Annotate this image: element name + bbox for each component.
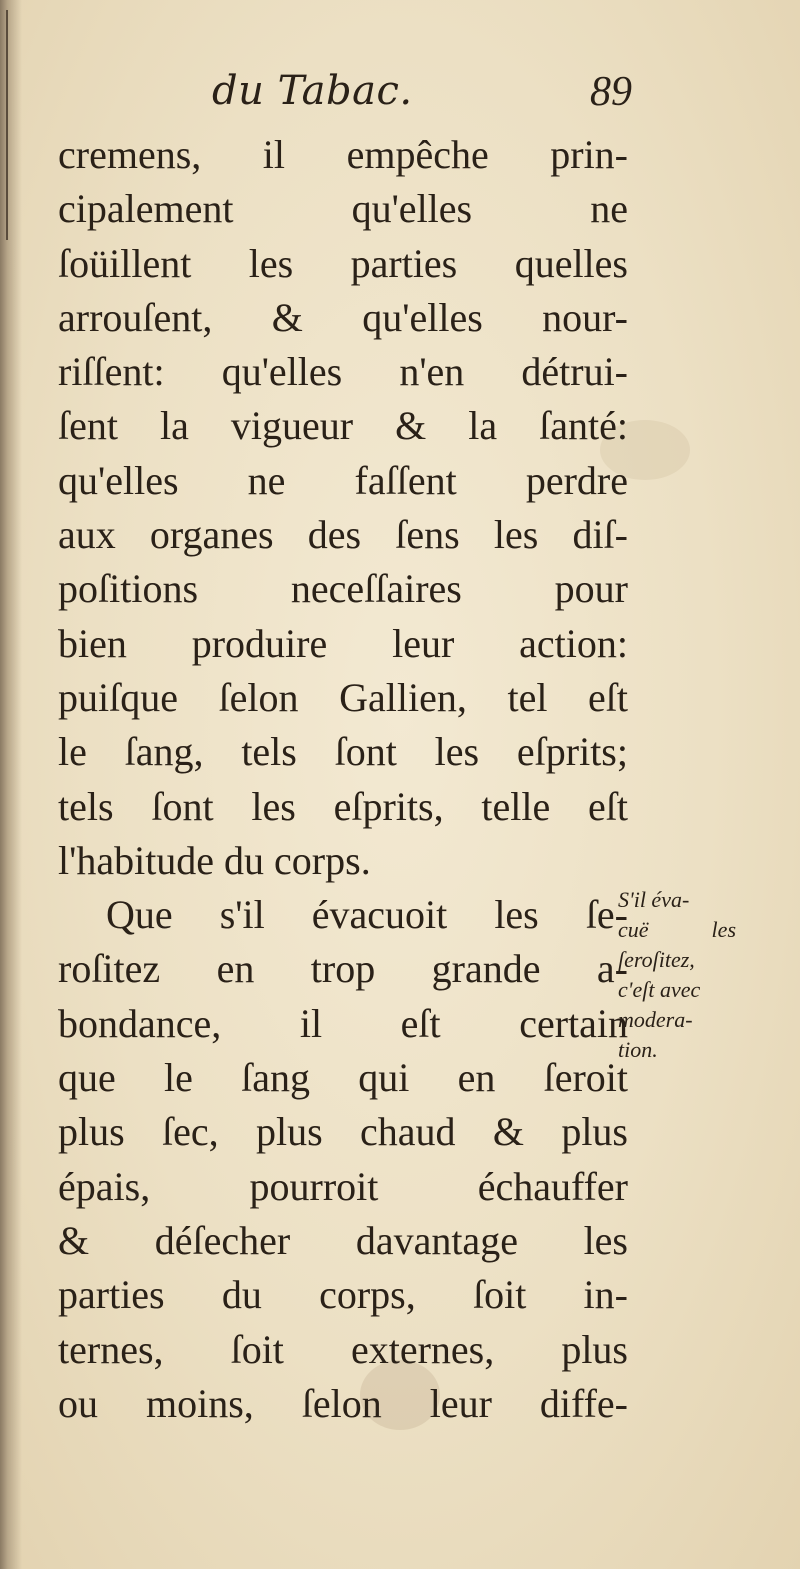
text-line: bien produire leur action: [58,620,628,666]
text-line: ou moins, ſelon leur diffe- [58,1380,628,1426]
margin-note [618,885,778,1065]
text-line: bondance, il eſt certain [58,1000,628,1046]
margin-note-line: S'il éva- [618,887,690,912]
margin-note-line: ſeroſitez, [618,947,695,972]
text-line: cremens, il empêche prin- [58,132,628,177]
margin-note-line: tion. [618,1037,658,1062]
text-line: puiſque ſelon Gallien, tel eſt [58,674,628,720]
binding-edge [6,10,8,240]
text-line: ſoüillent les parties quelles [58,240,628,286]
text-line: le ſang, tels ſont les eſprits; [58,729,628,775]
text-line: l'habitude du corps. [58,837,371,883]
text-line: que le ſang qui en ſeroit [58,1055,628,1101]
page-header [212,68,632,128]
text-line: ternes, ſoit externes, plus [58,1326,628,1372]
body-text [58,128,628,1431]
text-line: arrouſent, & qu'elles nour- [58,294,628,340]
page-gutter [0,0,22,1569]
text-line: roſitez en trop grande a- [58,946,628,992]
running-title: du Tabac. [212,68,413,114]
margin-note-line: cuë les [618,917,736,942]
text-line: cipalement qu'elles ne [58,186,628,232]
text-line: épais, pourroit échauffer [58,1163,628,1209]
text-line: riſſent: qu'elles n'en détrui- [58,349,628,395]
margin-note-line: c'eſt avec [618,977,701,1002]
text-line: aux organes des ſens les diſ- [58,512,628,558]
text-line: Que s'il évacuoit les ſe- [106,892,628,938]
text-line: tels ſont les eſprits, telle eſt [58,783,628,829]
text-line: parties du corps, ſoit in- [58,1272,628,1318]
margin-note-line: modera- [618,1007,693,1032]
page-number: 89 [590,69,632,115]
text-line: ſent la vigueur & la ſanté: [58,403,628,449]
text-line: & déſecher davantage les [58,1217,628,1263]
text-line: qu'elles ne faſſent perdre [58,457,628,503]
text-line: plus ſec, plus chaud & plus [58,1109,628,1155]
text-line: poſitions neceſſaires pour [58,566,628,612]
